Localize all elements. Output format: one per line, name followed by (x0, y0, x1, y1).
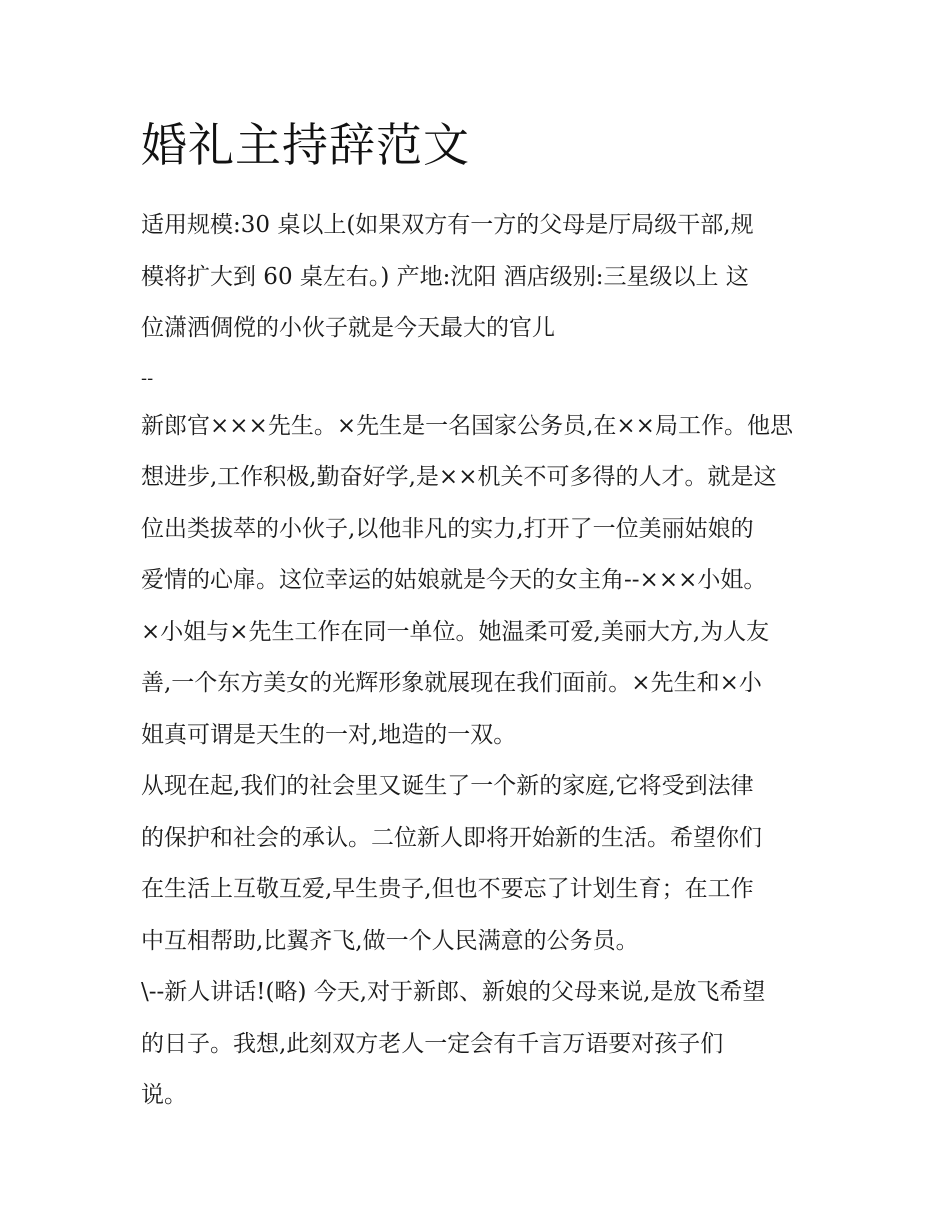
text-line: 位出类拔萃的小伙子,以他非凡的实力,打开了一位美丽姑娘的 (141, 515, 754, 542)
text-line: 想进步,工作积极,勤奋好学,是××机关不可多得的人才。就是这 (141, 464, 777, 490)
text-line: 新郎官×××先生。×先生是一名国家公务员,在××局工作。他思 (141, 412, 793, 439)
text-line: 中互相帮助,比翼齐飞,做一个人民满意的公务员。 (141, 927, 639, 954)
text-line: 模将扩大到 60 桌左右。) 产地:沈阳 酒店级别:三星级以上 这 (141, 263, 749, 290)
document-title: 婚礼主持辞范文 (141, 118, 470, 172)
document-body (141, 112, 821, 1122)
text-line: \--新人讲话!(略) 今天,对于新郎、新娘的父母来说,是放飞希望 (141, 979, 766, 1005)
text-line: 位潇洒倜傥的小伙子就是今天最大的官儿 (141, 315, 555, 341)
paragraph-blessing (141, 761, 821, 967)
paragraph-intro (141, 200, 821, 355)
text-line: 从现在起,我们的社会里又诞生了一个新的家庭,它将受到法律 (141, 773, 754, 799)
text-line: 的保护和社会的承认。二位新人即将开始新的生活。希望你们 (141, 824, 762, 851)
paragraph-parents (141, 967, 821, 1122)
paragraph-couple-intro (141, 401, 821, 762)
text-line: 爱情的心扉。这位幸运的姑娘就是今天的女主角--×××小姐。 (141, 567, 767, 593)
text-line: 适用规模:30 桌以上(如果双方有一方的父母是厅局级干部,规 (141, 212, 754, 238)
separator-text: -- (141, 367, 154, 389)
text-line: 的日子。我想,此刻双方老人一定会有千言万语要对孩子们 (141, 1030, 724, 1057)
text-line: ×小姐与×先生工作在同一单位。她温柔可爱,美丽大方,为人友 (141, 618, 770, 645)
text-line: 善,一个东方美女的光辉形象就展现在我们面前。×先生和×小 (141, 670, 762, 696)
text-line: 姐真可谓是天生的一对,地造的一双。 (141, 721, 517, 748)
paragraph-separator (141, 361, 821, 397)
text-line: 说。 (141, 1082, 187, 1108)
text-line: 在生活上互敬互爱,早生贵子,但也不要忘了计划生育；在工作 (141, 876, 754, 902)
